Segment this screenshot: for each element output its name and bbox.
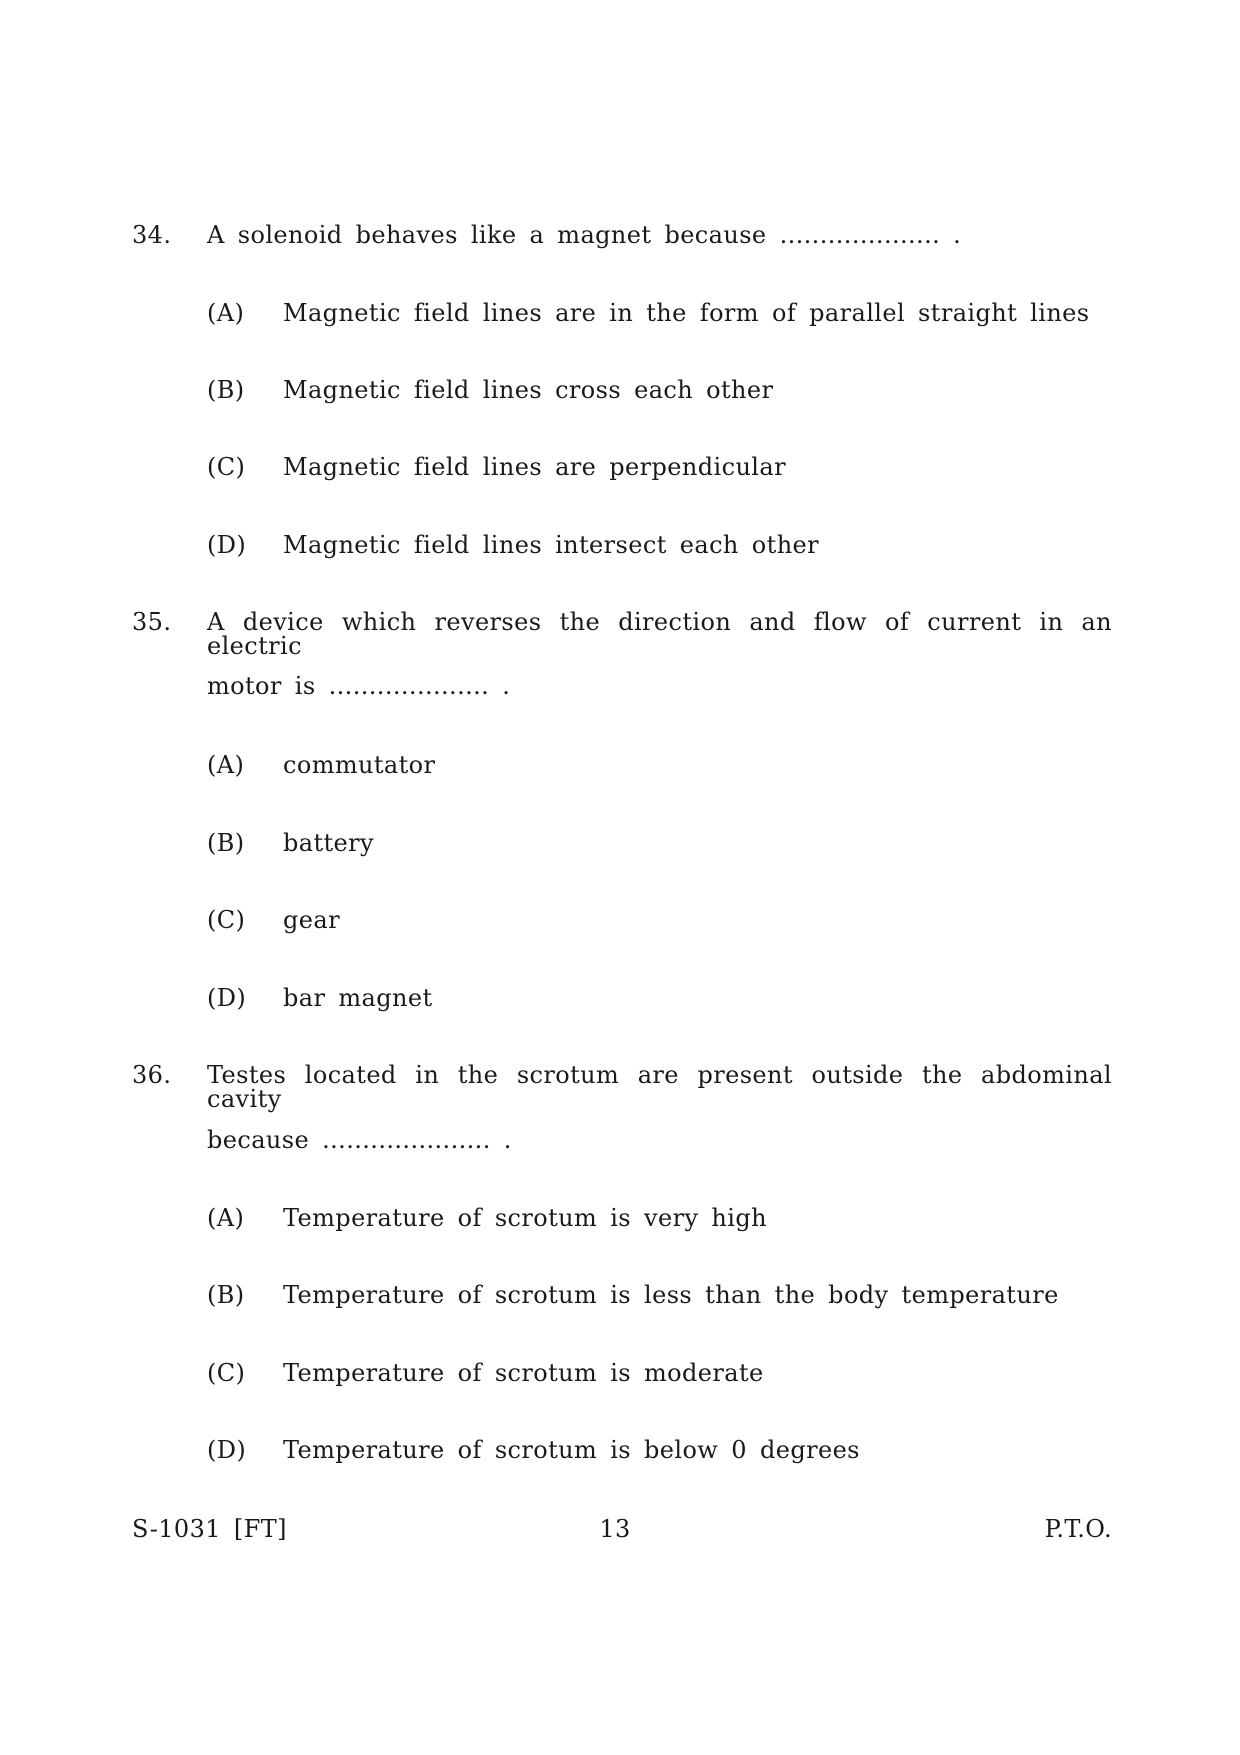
option-label: (B)	[207, 829, 245, 857]
option-text: Magnetic field lines cross each other	[283, 376, 774, 404]
option-label: (A)	[207, 1204, 245, 1232]
option-label: (C)	[207, 1359, 246, 1387]
option-label: (A)	[207, 299, 245, 327]
question-text-line-1: Testes located in the scrotum are present outside the abdominal cavity	[207, 1061, 1112, 1113]
question-text-line-1: A device which reverses the direction and flow of current in an electric	[207, 608, 1112, 660]
page-number: 13	[599, 1515, 631, 1543]
question-number: 34.	[132, 221, 172, 249]
option-label: (D)	[207, 1436, 247, 1464]
paper-code: S-1031 [FT]	[132, 1515, 287, 1543]
question-number: 35.	[132, 608, 172, 636]
please-turn-over: P.T.O.	[1044, 1515, 1112, 1543]
option-text: Temperature of scrotum is less than the body temperature	[283, 1281, 1059, 1309]
option-text: gear	[283, 906, 340, 934]
option-text: Temperature of scrotum is moderate	[283, 1359, 764, 1387]
option-label: (C)	[207, 906, 246, 934]
option-label: (B)	[207, 376, 245, 404]
option-text: bar magnet	[283, 984, 433, 1012]
option-text: Temperature of scrotum is very high	[283, 1204, 767, 1232]
option-text: Magnetic field lines are perpendicular	[283, 453, 786, 481]
option-label: (D)	[207, 984, 247, 1012]
option-text: battery	[283, 829, 374, 857]
option-text: commutator	[283, 751, 436, 779]
question-number: 36.	[132, 1061, 172, 1089]
question-text-line-2: because ..................... .	[207, 1126, 512, 1154]
option-text: Magnetic field lines are in the form of parallel straight lines	[283, 299, 1090, 327]
question-text: A solenoid behaves like a magnet because .................... .	[207, 221, 962, 249]
option-label: (B)	[207, 1281, 245, 1309]
option-label: (C)	[207, 453, 246, 481]
option-text: Temperature of scrotum is below 0 degrees	[283, 1436, 860, 1464]
option-label: (D)	[207, 531, 247, 559]
question-text-line-2: motor is .................... .	[207, 672, 511, 700]
option-label: (A)	[207, 751, 245, 779]
option-text: Magnetic field lines intersect each other	[283, 531, 820, 559]
